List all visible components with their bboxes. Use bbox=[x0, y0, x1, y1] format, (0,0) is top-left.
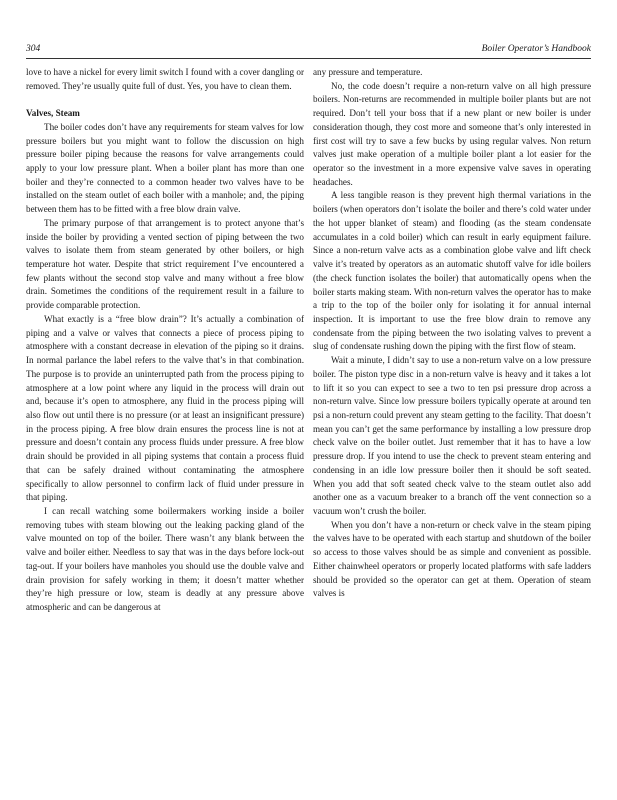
paragraph: Wait a minute, I didn’t say to use a non-return valve on a low pressure boiler. The piston type disc in a non-return valve is heavy and it takes a lot to lift it so you can expect to see a two to ten psi pressure drop across a non-return valve. Since low pressure boilers typically operate at around ten psi a non-return could prevent any steam getting to the facility. That doesn’t mean you can’t get the same performance by installing a low pressure drop check valve on the boiler outlet. Just remember that it has to have a low pressure drop. If you intend to use the check to prevent steam entering and condensing in an idle low pressure boiler then it should be soft seated. When you add that soft seated check valve to the steam outlet also add another one as a vacuum breaker to a branch off the vent connection so a vacuum won’t crush the boiler. bbox=[313, 355, 591, 516]
paragraph: love to have a nickel for every limit switch I found with a cover dangling or removed. They’re usually quite full of dust. Yes, you have to clean them. bbox=[26, 67, 304, 91]
left-column bbox=[26, 66, 304, 615]
right-column bbox=[313, 66, 591, 601]
paragraph: I can recall watching some boilermakers working inside a boiler removing tubes with steam blowing out the leaking packing gland of the valve mounted on top of the boiler. There wasn’t any blank between the valve and boiler either. Needless to say that was in the days before lock-out tag-out. If your boilers have manholes you should use the double valve and drain provision for safely working in them; it doesn’t matter whether they’re high pressure or low, steam is deadly at any pressure above atmospheric and can be dangerous at bbox=[26, 505, 304, 612]
page-header bbox=[26, 44, 591, 58]
paragraph: The boiler codes don’t have any requirements for steam valves for low pressure boilers but you might want to follow the discussion on high pressure boiler piping because the reasons for valve arrangements could apply to your low pressure plant. When a boiler plant has more than one boiler and they’re connected to a common header two valves have to be installed on the steam outlet of each boiler with a manhole; and, the piping between them has to be fitted with a free blow drain valve. bbox=[26, 121, 304, 215]
paragraph: What exactly is a “free blow drain”? It’s actually a combination of piping and a valve or valves that connects a piece of process piping to atmosphere with a constant decrease in elevation of the piping so it drains. In normal parlance the label refers to the valve that’s in that combination. The purpose is to provide an uninterrupted path from the process piping to atmosphere at a low point where any liquid in the process will drain out and, because it’s open to atmosphere, any fluid in the process piping will also flow out until there is no pressure (or at least an insignificant pressure) in the process piping. A free blow drain ensures the process line is not at pressure and doesn’t contain any process fluids under pressure. A free blow drain should be provided in all piping systems that contain a process fluid that can be safely drained without contaminating the atmosphere specifically to allow personnel to confirm lack of fluid under pressure in that piping. bbox=[26, 313, 304, 503]
paragraph: The primary purpose of that arrangement is to protect anyone that’s inside the boiler by providing a vented section of piping between the two valves to isolate them from steam generated by other boilers, or high temperature hot water. Despite that strict requirement I’ve encountered a few plants without the second stop valve and many without a free blow drain. Sometimes the conditions of the requirement result in a failure to provide comparable protection. bbox=[26, 217, 304, 311]
section-heading: Valves, Steam bbox=[26, 108, 80, 119]
header-rule bbox=[26, 58, 591, 59]
paragraph: No, the code doesn’t require a non-return valve on all high pressure boilers. Non-returns are recommended in multiple boiler plants but are not required. Don’t tell your boss that if a new plant or new boiler is under consideration though, they cost more and someone that’s only interested in first cost will try to save a few bucks by using regular valves. Non return valves just make operation of a multiple boiler plant a lot easier for the operator so the investment in a more expensive valve saves in operating headaches. bbox=[313, 80, 591, 187]
paragraph: any pressure and temperature. bbox=[313, 67, 423, 77]
running-title: Boiler Operator’s Handbook bbox=[481, 44, 591, 54]
paragraph: A less tangible reason is they prevent high thermal variations in the boilers (when operators don’t isolate the boiler and there’s cold water under the hot upper blanket of steam) and flooding (as the steam condensate accumulates in a cold boiler) which can result in early equipment failure. Since a non-return valve acts as a combination globe valve and lift check valve it’s treated by operators as an automatic shutoff valve for idle boilers (the check function isolates the boiler) that automatically opens when the boiler starts making steam. With non-return valves the operator has to make a trip to the top of the boiler only for isolating it for annual internal inspection. It is important to use the free blow drain to remove any condensate from the piping between the two isolating valves to prevent a slug of condensate rushing down the piping with the first flow of steam. bbox=[313, 190, 591, 352]
paragraph: When you don’t have a non-return or check valve in the steam piping the valves have to be operated with each startup and shutdown of the boiler so access to those valves should be as simple and convenient as possible. Either chainwheel operators or properly located platforms with safe ladders should be provided so the operator can get at them. Operation of steam valves is bbox=[313, 519, 591, 599]
page-number: 304 bbox=[26, 44, 41, 54]
